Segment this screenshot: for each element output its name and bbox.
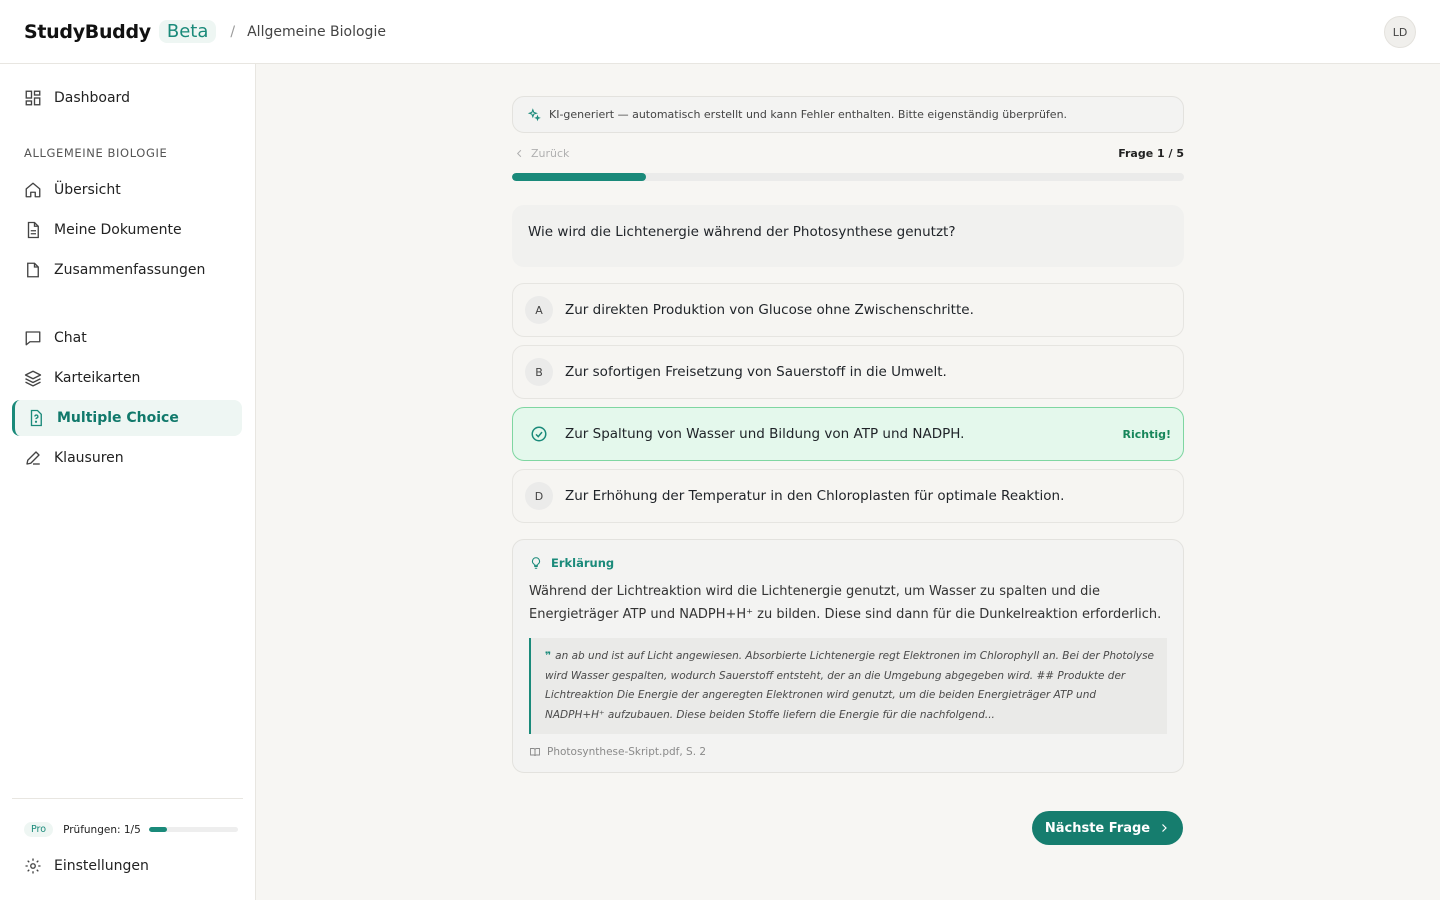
source-quote — [529, 638, 1167, 734]
option-letter: D — [525, 482, 553, 510]
layers-icon — [24, 369, 42, 387]
next-question-button[interactable] — [1032, 811, 1183, 845]
next-question-label: Nächste Frage — [1044, 820, 1151, 836]
answer-option-c[interactable] — [512, 407, 1184, 461]
brand-logo[interactable]: StudyBuddy — [24, 20, 151, 43]
sidebar-item-label: Klausuren — [54, 450, 124, 466]
option-text: Zur direkten Produktion von Glucose ohne Zwischenschritte. — [565, 302, 974, 318]
gear-icon — [24, 857, 42, 875]
chevron-left-icon — [514, 148, 525, 159]
explanation-heading — [529, 556, 1167, 570]
quote-text: an ab und ist auf Licht angewiesen. Absorbierte Lichtenergie regt Elektronen im Chlorophyll an. Bei der Photolyse wird Wasser gespalten, wodurch Sauerstoff entsteht, der an die Umgebung abgegeben wird. ## Produkte der Lichtreaktion Die Energie der angeregten Elektronen wird genutzt, um die beiden Energieträger ATP und NADPH+H⁺ aufzubauen. Diese beiden Stoffe liefern die Energie für die nachfolgend... — [545, 650, 1155, 721]
option-text: Zur Spaltung von Wasser und Bildung von ATP und NADPH. — [565, 426, 965, 442]
sidebar-item-label: Einstellungen — [54, 858, 149, 874]
back-label: Zurück — [531, 147, 570, 160]
quota-progress-bar — [149, 827, 238, 832]
question-text: Wie wird die Lichtenergie während der Photosynthese genutzt? — [512, 205, 1184, 267]
sidebar-item-zusammenfassungen[interactable] — [12, 252, 242, 288]
sidebar-item-chat[interactable] — [12, 320, 242, 356]
sidebar-item-einstellungen[interactable] — [12, 848, 242, 884]
correct-label: Richtig! — [1122, 427, 1171, 441]
sparkle-icon — [527, 108, 541, 122]
quiz-column — [512, 96, 1184, 773]
source-label: Photosynthese-Skript.pdf, S. 2 — [547, 746, 707, 758]
avatar[interactable]: LD — [1384, 16, 1416, 48]
sidebar — [0, 64, 256, 900]
chat-icon — [24, 329, 42, 347]
breadcrumb-separator: / — [230, 23, 236, 40]
main-content — [256, 64, 1440, 900]
sidebar-item-label: Multiple Choice — [57, 410, 179, 426]
sidebar-item-label: Dashboard — [54, 90, 130, 106]
sidebar-item-dashboard[interactable] — [12, 80, 242, 116]
top-bar — [0, 0, 1440, 64]
beta-badge: Beta — [159, 20, 217, 43]
option-letter: A — [525, 296, 553, 324]
option-text: Zur sofortigen Freisetzung von Sauerstoff in die Umwelt. — [565, 364, 947, 380]
option-letter: B — [525, 358, 553, 386]
quiz-icon — [27, 409, 45, 427]
sidebar-item-dokumente[interactable] — [12, 212, 242, 248]
lightbulb-icon — [529, 556, 543, 570]
sidebar-item-multiple-choice[interactable] — [12, 400, 242, 436]
plan-usage — [24, 822, 238, 837]
explanation-card — [512, 539, 1184, 773]
answer-option-d[interactable] — [512, 469, 1184, 523]
sidebar-item-klausuren[interactable] — [12, 440, 242, 476]
ai-notice-text: KI-generiert — automatisch erstellt und kann Fehler enthalten. Bitte eigenständig überprüfen. — [549, 108, 1068, 121]
sidebar-divider — [12, 798, 243, 799]
pen-icon — [24, 449, 42, 467]
home-icon — [24, 181, 42, 199]
chevron-right-icon — [1158, 822, 1170, 834]
ai-notice — [512, 96, 1184, 133]
dashboard-icon — [24, 89, 42, 107]
question-navigation — [512, 141, 1184, 173]
pro-badge: Pro — [24, 822, 53, 837]
answer-option-a[interactable] — [512, 283, 1184, 337]
quote-icon: ❞ — [545, 650, 552, 662]
sidebar-item-label: Übersicht — [54, 182, 121, 198]
note-icon — [24, 261, 42, 279]
sidebar-item-label: Meine Dokumente — [54, 222, 182, 238]
quota-label: Prüfungen: 1/5 — [63, 823, 141, 836]
option-text: Zur Erhöhung der Temperatur in den Chloroplasten für optimale Reaktion. — [565, 488, 1065, 504]
check-circle-icon — [525, 420, 553, 448]
sidebar-item-karteikarten[interactable] — [12, 360, 242, 396]
question-counter: Frage 1 / 5 — [1118, 147, 1184, 160]
sidebar-item-label: Chat — [54, 330, 87, 346]
breadcrumb-course[interactable]: Allgemeine Biologie — [247, 23, 386, 40]
explanation-title: Erklärung — [551, 556, 615, 570]
quiz-progress-fill — [512, 173, 646, 181]
back-button[interactable] — [514, 147, 569, 160]
document-icon — [24, 221, 42, 239]
sidebar-item-label: Karteikarten — [54, 370, 141, 386]
explanation-text: Während der Lichtreaktion wird die Lichtenergie genutzt, um Wasser zu spalten und die Energieträger ATP und NADPH+H⁺ zu bilden. Diese sind dann für die Dunkelreaktion erforderlich. — [529, 584, 1162, 622]
sidebar-section-label: ALLGEMEINE BIOLOGIE — [24, 146, 168, 160]
sidebar-item-label: Zusammenfassungen — [54, 262, 206, 278]
quota-progress-fill — [149, 827, 167, 832]
sidebar-item-uebersicht[interactable] — [12, 172, 242, 208]
source-reference[interactable] — [529, 746, 1167, 758]
quiz-progress-bar — [512, 173, 1184, 181]
book-icon — [529, 746, 541, 758]
answer-option-b[interactable] — [512, 345, 1184, 399]
